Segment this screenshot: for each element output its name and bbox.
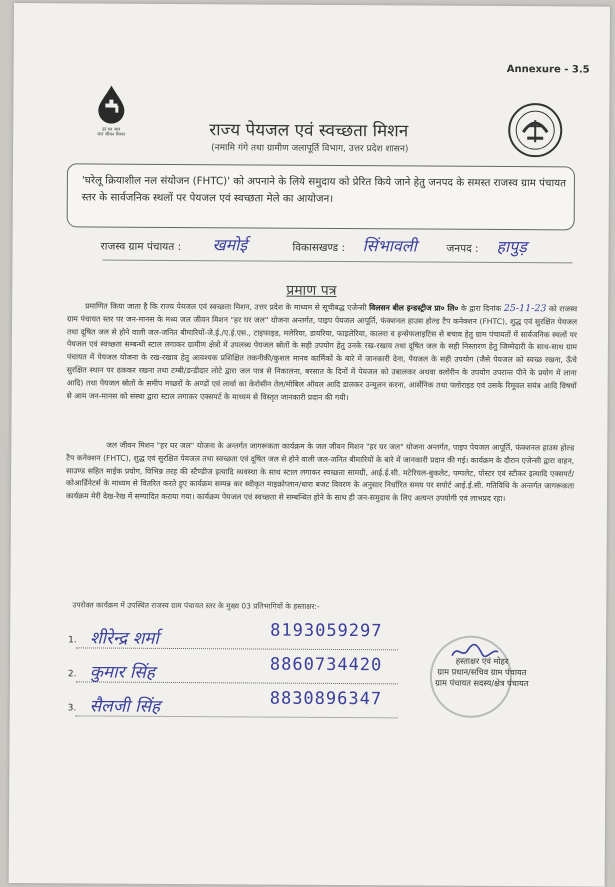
document-page — [9, 3, 610, 887]
jal-jeevan-mission-logo — [85, 83, 137, 137]
logo-caption-line2: जल जीवन मिशन — [97, 132, 126, 138]
participant-phone: 8193059297 — [270, 620, 383, 642]
logo-caption-line1: हर घर जल — [102, 127, 121, 133]
participant-number: 3. — [67, 703, 77, 714]
village-label: राजस्व ग्राम पंचायत : — [100, 240, 182, 254]
participant-row — [68, 620, 398, 657]
p1-date-label: के द्वारा दिनांक — [460, 303, 502, 313]
participant-number: 2. — [67, 669, 77, 680]
participant-row — [67, 688, 398, 725]
event-banner — [67, 163, 575, 230]
participant-signature: कुमार सिंह — [89, 662, 155, 683]
district-value: हापुड़ — [496, 236, 527, 257]
block-label: विकासखण्ड : — [292, 241, 346, 255]
participant-signature: सैलजी सिंह — [89, 696, 161, 717]
participant-phone: 8830896347 — [269, 688, 383, 710]
banner-text: 'घरेलू क्रियाशील नल संयोजन (FHTC)' को अपनाने के लिये समुदाय को प्रेरित किये जाने हेतु जनपद के समस्त राजस्व ग्राम पंचायत स्तर के सार्वजनिक स्थलों पर पेयजल एवं स्वच्छता मेले का आयोजन। — [81, 174, 567, 205]
annexure-label: Annexure - 3.5 — [506, 64, 590, 76]
district-label: जनपद : — [446, 242, 479, 255]
agency-name: विलसन बील इन्डस्ट्रीज प्रा० लि० — [369, 303, 459, 313]
certificate-paragraph-1 — [67, 300, 578, 405]
signatory-block — [402, 655, 562, 689]
signatory-line-1: हस्ताक्षर एवं मोहर — [455, 655, 509, 667]
water-drop-tap-icon — [94, 83, 128, 123]
divider-line — [102, 260, 572, 264]
up-emblem-icon — [507, 102, 563, 158]
p1-intro: प्रमाणित किया जाता है कि राज्य पेयजल एवं स्वच्छता मिशन, उत्तर प्रदेश के माध्यम से सूचीबद्ध एजेन्सी — [85, 301, 367, 313]
mission-title: राज्य पेयजल एवं स्वच्छता मिशन — [209, 120, 409, 142]
signatory-line-2: ग्राम प्रधान/सचिव ग्राम पंचायत — [437, 666, 527, 678]
p1-body: को राजस्व ग्राम पंचायत स्तर पर जन-मानस के मध्य जल जीवन मिशन "हर घर जल" योजना अन्तर्गत, पाइप पेयजल आपूर्ति, फंक्शनल हाउस होल्ड टैप कनेक्शन (FHTC), शुद्ध एवं सुरक्षित पेयजल तथा दूषित जल से होने वाली जल-जनित बीमारियों-जे.ई./ए.ई.एस., टाइफाइड, मलेरिया, डायरिया, फाइलेरिया, कालरा व इन्सेफलाइटिस से बचाव हेतु ग्राम पंचायतों में सार्वजनिक स्थलों पर पेयजल एवं स्वच्छता सम्बन्धी स्टाल लगाकर ग्रामीण क्षेत्रों में उपलब्ध पेयजल स्रोतों के सही उपयोग हेतु उनके रख-रखाव तथा दूषित जल के सही निस्तारण हेतु जिम्मेदारी के साथ-साथ ग्राम पंचायत में पेयजल योजना के रख-रखाव हेतु आवश्यक प्रशिक्षित तकनीकी/कुशल मानव कार्मिकों के बारे में जानकारी देना, पेयजल के सही उपयोग (जैसे पेयजल को स्वच्छ रखना, ऊँचे सुरक्षित स्थान पर ढककर रखना तथा टम्बी/डन्डीदार लोटे द्वारा जल पात्र से निकालना, बरसात के दिनों में पेयजल को उबालकर अथवा क्लोरीन के उपयोग उपरान्त पीने के प्रयोग में लाना आदि) तथा पेयजल स्रोतों के समीप मच्छरों के अण्डों एवं लार्वा का केरोसीन तेल/मोबिल ऑयल आदि डालकर उन्मूलन करना, आर्सेनिक तथा फ्लोराइड एवं उसके रिमूवल सयंत्र आदि विषयों से आम जन-मानस को संस्था द्वारा स्टाल लगाकर एक्सपर्ट के माध्यम से विस्तृत जानकारी प्रदान की गयी। — [66, 304, 578, 402]
signatory-line-3: ग्राम पंचायत सदस्य/क्षेत्र पंचायत — [435, 677, 529, 689]
event-date: 25-11-23 — [503, 302, 547, 315]
location-fields — [100, 236, 600, 261]
participants-heading: उपरोक्त कार्यक्रम में उपस्थित राजस्व ग्राम पंचायत स्तर के मुख्य 03 प्रतिभागियों के हस्ताक्षर:- — [72, 600, 320, 611]
up-state-emblem — [507, 102, 563, 158]
block-value: सिंभावली — [362, 236, 417, 256]
participant-signature: शीरेन्द्र शर्मा — [90, 628, 159, 649]
participant-row — [67, 654, 398, 691]
village-value: खमोई — [212, 235, 248, 255]
certificate-paragraph-2: जल जीवन मिशन "हर घर जल" योजना के अन्तर्गत जागरूकता कार्यक्रम के जल जीवन मिशन "हर घर जल" योजना अन्तर्गत, पाइप पेयजल आपूर्ति, फंक्शनल हाउस होल्ड टैप कनेक्शन (FHTC), शुद्ध एवं सुरक्षित पेयजल तथा स्वच्छता एवं दूषित जल से होने वाली जल-जनित बीमारियों के बारे में जानकारी प्रदान की गई। कार्यक्रम के दौरान एजेन्सी द्वारा वाहन, साउण्ड सहित माईक प्रयोग, विभिन्न तरह की स्टैण्डीज इत्यादि व्यवस्था के साथ स्टाल लगाकर स्वच्छता सामग्री, आई.ई.सी. मटेरियल-बुकलेट, पम्पलेट, पोस्टर एवं स्टीकर इत्यादि एक्सपर्ट/कोआर्डिनेटर्स के माध्यम से वितरित करते हुए कार्यक्रम सम्पन्न कर स्वीकृत माइक्रोप्लान/धारा बजट विवरण के अनुसार निर्धारित समय पर सपोर्ट आई.ई.सी. गतिविधि के अन्तर्गत जागरूकता कार्यक्रम मेरी देख-रेख में सम्पादित कराया गया। कार्यक्रम पेयजल एवं स्वच्छता से सम्बन्धित होने के साथ ही जन-समुदाय के लिए अत्यन्त उपयोगी एवं लाभप्रद रहा। — [65, 440, 575, 504]
participant-phone: 8860734420 — [269, 654, 383, 676]
certificate-title: प्रमाण पत्र — [286, 282, 337, 299]
participant-number: 1. — [68, 635, 77, 646]
mission-subtitle: (नमामि गंगे तथा ग्रामीण जलापूर्ति विभाग, उत्तर प्रदेश शासन) — [211, 143, 409, 155]
